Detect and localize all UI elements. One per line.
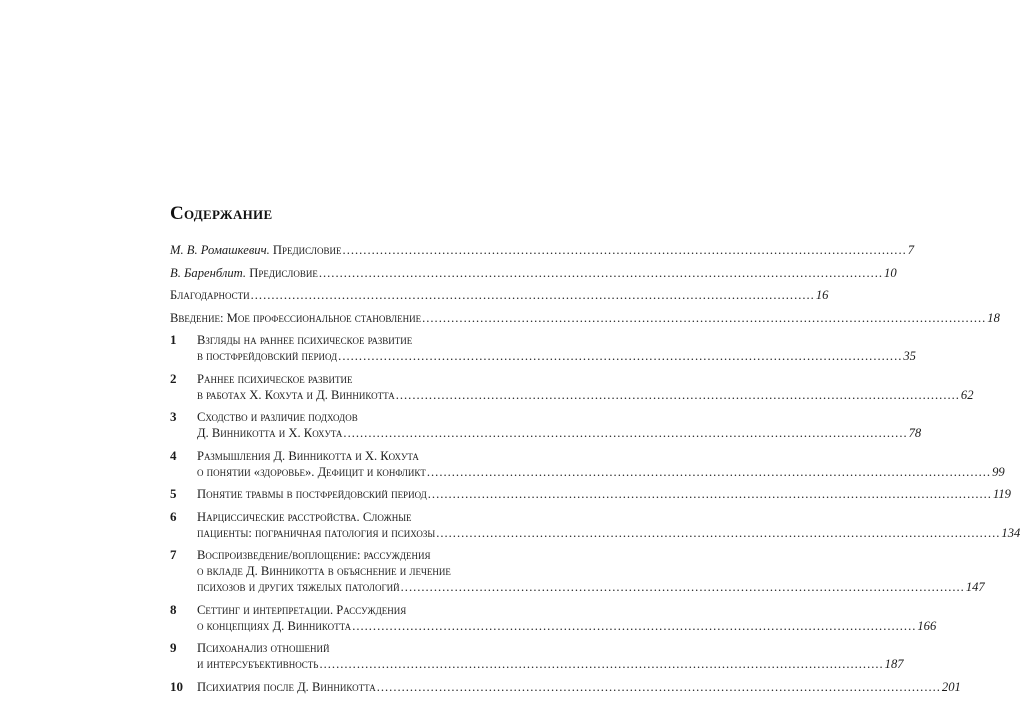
dot-leader (343, 242, 907, 258)
chapter-page: 99 (992, 464, 1005, 479)
chapter-number: 9 (170, 640, 177, 655)
chapter-title-line: Воспроизведение/воплощение: рассуждения (197, 548, 431, 562)
chapter-page: 35 (903, 349, 916, 363)
chapter-title-line: в работах Х. Кохута и Д. Винникотта (197, 387, 395, 402)
chapter-title-line: Сходство и различие подходов (197, 410, 358, 424)
dot-leader (436, 525, 1000, 541)
toc-chapter-6 (170, 508, 1020, 541)
toc-chapter-7 (170, 547, 985, 595)
entry-page: 7 (907, 243, 915, 257)
dot-leader (319, 265, 883, 281)
chapter-page: 201 (941, 679, 961, 694)
chapter-number: 3 (170, 409, 177, 424)
toc-chapter-4 (170, 447, 1005, 480)
toc-chapter-9 (170, 640, 904, 672)
toc-entry-foreword-barenblit (170, 265, 897, 281)
entry-page: 18 (987, 310, 1000, 325)
chapter-title-line: Психоанализ отношений (197, 641, 330, 655)
toc-entry-introduction (170, 310, 1000, 326)
toc-chapter-2 (170, 370, 974, 403)
chapter-number: 6 (170, 508, 177, 524)
dot-leader (319, 656, 883, 672)
dot-leader (428, 486, 992, 502)
toc-entry-acknowledgements (170, 287, 829, 303)
chapter-page: 78 (908, 426, 922, 440)
page-title: Содержание (170, 203, 273, 224)
chapter-title-line: Д. Винникотта и Х. Кохута (197, 426, 343, 440)
chapter-page: 166 (917, 618, 937, 633)
dot-leader (422, 310, 986, 326)
chapter-title-line: о вкладе Д. Винникотта в объяснение и лечение (197, 564, 451, 578)
chapter-number: 7 (170, 547, 177, 562)
chapter-page: 62 (960, 387, 974, 402)
chapter-number: 1 (170, 332, 177, 347)
chapter-page: 147 (965, 580, 985, 594)
toc-chapter-10 (170, 678, 961, 695)
chapter-title-line: о концепциях Д. Винникотта (197, 618, 352, 633)
entry-page: 16 (815, 288, 829, 302)
toc-chapter-3 (170, 409, 922, 441)
dot-leader (352, 618, 916, 634)
entry-label: Благодарности (170, 288, 250, 302)
chapter-title-line: Психиатрия после Д. Винникотта (197, 679, 376, 694)
chapter-number: 8 (170, 601, 177, 617)
table-of-contents (170, 200, 1020, 701)
chapter-page: 119 (992, 487, 1011, 501)
chapter-title-line: Раннее психическое развитие (197, 371, 353, 386)
chapter-number: 4 (170, 447, 177, 463)
toc-chapter-5 (170, 486, 1011, 502)
chapter-title-line: Взгляды на раннее психическое развитие (197, 333, 413, 347)
entry-page: 10 (884, 265, 897, 280)
chapter-title-line: о понятии «здоровье». Дефицит и конфликт (197, 464, 426, 479)
dot-leader (343, 425, 907, 441)
chapter-title-line: пациенты: пограничная патология и психозы (197, 525, 436, 540)
chapter-title-line: и интерсубъективность (197, 657, 319, 671)
chapter-title-line: Сеттинг и интерпретации. Рассуждения (197, 602, 407, 617)
chapter-number: 2 (170, 370, 177, 386)
entry-label: Предисловие (272, 243, 342, 257)
entry-label: Введение: Мое профессиональное становление (170, 310, 422, 325)
entry-author: М. В. Ромашкевич. (170, 243, 270, 257)
dot-leader (338, 348, 902, 364)
dot-leader (427, 464, 991, 480)
toc-entry-foreword-romashkevich (170, 242, 915, 258)
chapter-title-line: Размышления Д. Винникотта и Х. Кохута (197, 448, 419, 463)
chapter-title-line: в постфрейдовский период (197, 349, 338, 363)
chapter-page: 187 (884, 657, 904, 671)
chapter-page: 134 (1001, 525, 1020, 540)
dot-leader (251, 287, 815, 303)
dot-leader (401, 579, 965, 595)
chapter-number: 5 (170, 486, 177, 501)
entry-label: Предисловие (249, 265, 318, 280)
toc-chapter-1 (170, 332, 916, 364)
chapter-title-line: Понятие травмы в постфрейдовский период (197, 487, 427, 501)
dot-leader (377, 679, 941, 695)
dot-leader (396, 387, 960, 403)
entry-author: В. Баренблит. (170, 265, 247, 280)
chapter-title-line: Нарциссические расстройства. Сложные (197, 509, 412, 524)
chapter-number: 10 (170, 678, 183, 694)
chapter-title-line: психозов и других тяжелых патологий (197, 580, 400, 594)
toc-chapter-8 (170, 601, 937, 634)
